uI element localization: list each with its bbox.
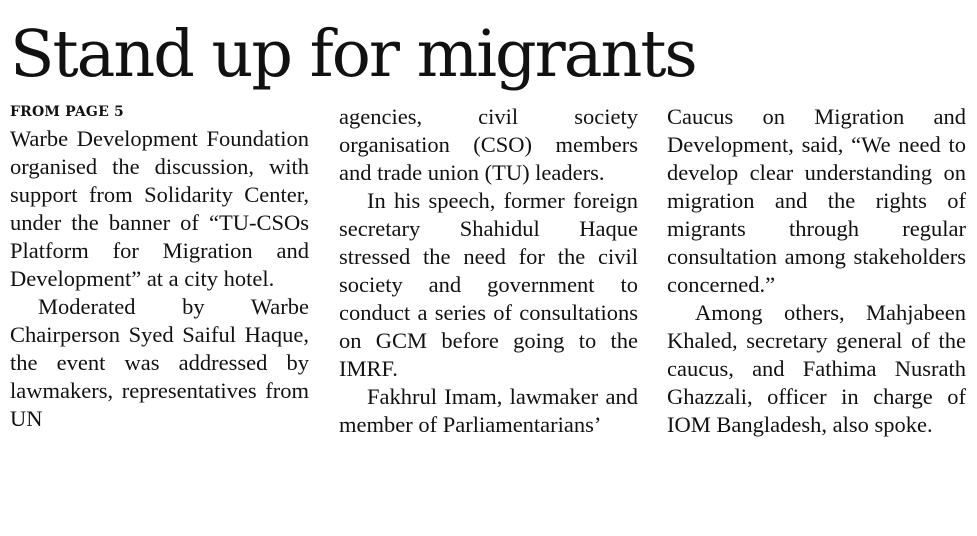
article-column-2: [339, 103, 638, 439]
article-column-1: [10, 103, 309, 433]
continuation-kicker: FROM PAGE 5: [10, 104, 124, 120]
headline: Stand up for migrants: [10, 17, 696, 92]
paragraph: Among others, Mahjabeen Khaled, secretary general of the caucus, and Fathima Nusrath Ghazzali, officer in charge of IOM Bangladesh, also spoke.: [667, 300, 966, 437]
paragraph: agencies, civil society organisation (CSO) members and trade union (TU) leaders.: [339, 104, 638, 185]
paragraph: In his speech, former foreign secretary Shahidul Haque stressed the need for the civil society and government to conduct a series of consultations on GCM before going to the IMRF.: [339, 188, 638, 381]
paragraph: Moderated by Warbe Chairperson Syed Saiful Haque, the event was addressed by lawmakers, representatives from UN: [10, 294, 309, 431]
paragraph: Caucus on Migration and Development, said, “We need to develop clear understanding on migration and the rights of migrants through regular consultation among stakeholders concerned.”: [667, 104, 966, 297]
paragraph: Fakhrul Imam, lawmaker and member of Parliamentarians’: [339, 384, 638, 437]
article-column-3: [667, 103, 966, 439]
paragraph: Warbe Development Foundation organised the discussion, with support from Solidarity Center, under the banner of “TU-CSOs Platform for Migration and Development” at a city hotel.: [10, 126, 309, 291]
